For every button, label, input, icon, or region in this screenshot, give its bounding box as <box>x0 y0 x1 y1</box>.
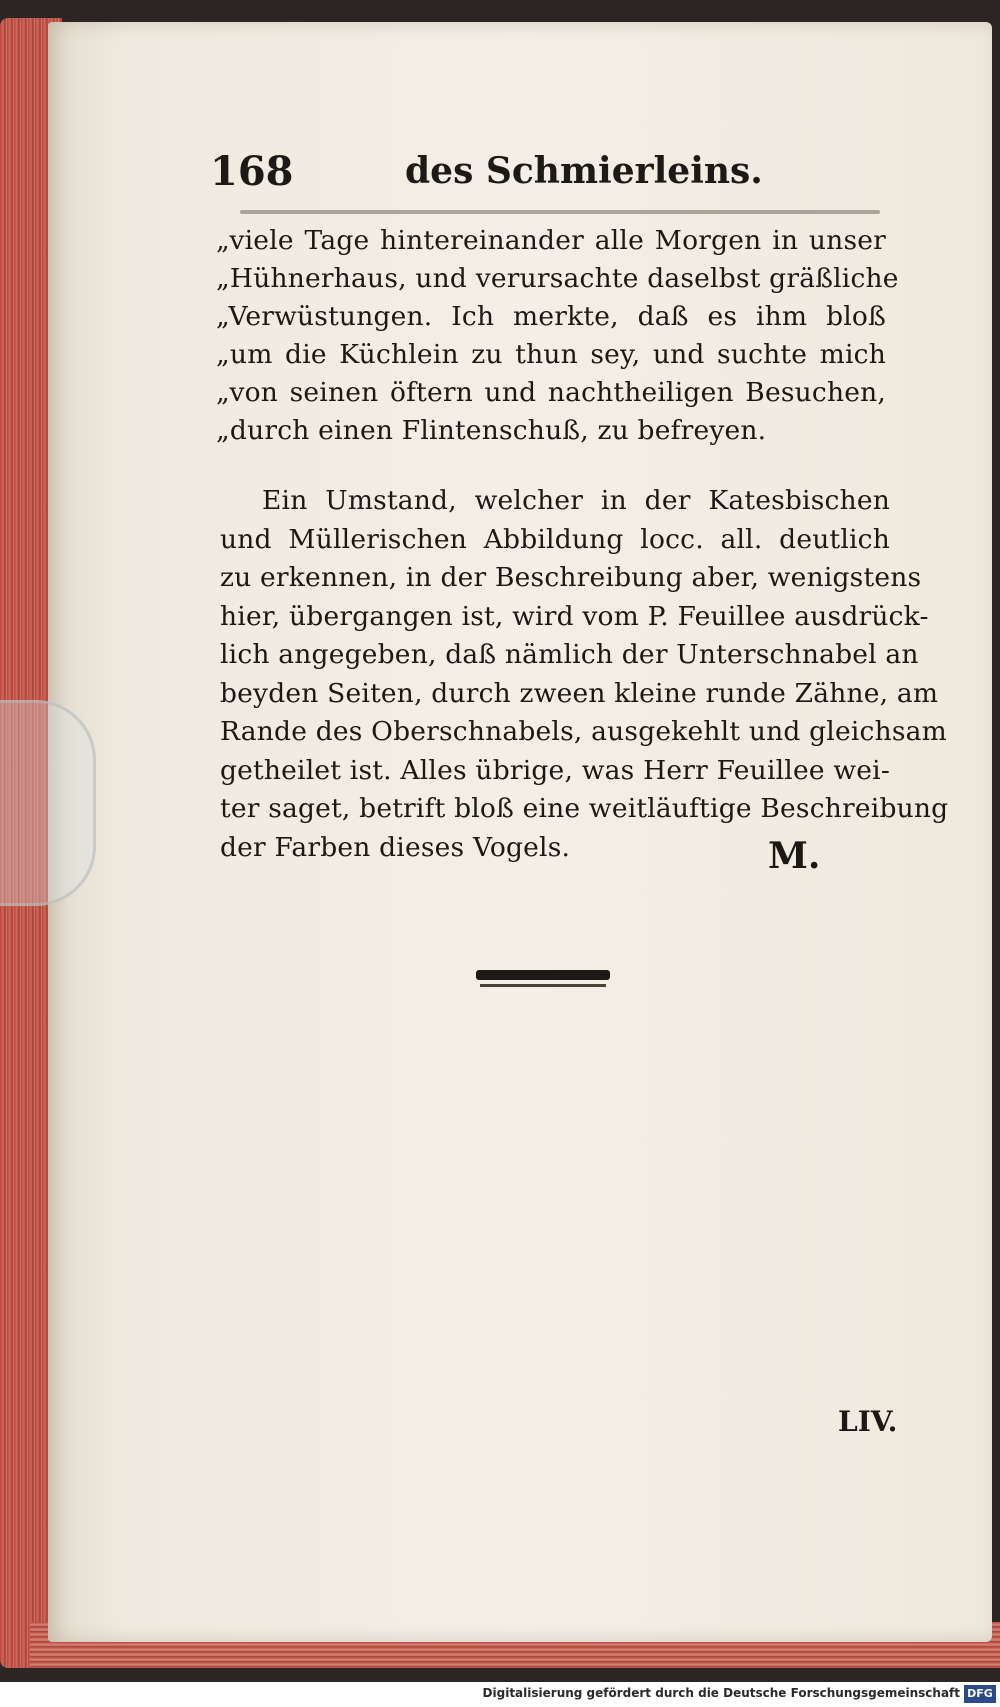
header-rule <box>240 210 880 214</box>
text-line: zu erkennen, in der Beschreibung aber, wenigstens <box>220 562 922 593</box>
text-line: der Farben dieses Vogels. <box>220 831 571 863</box>
text-line: „Verwüstungen. Ich merkte, daß es ihm bloß <box>216 301 886 332</box>
paragraph-quote <box>216 222 899 450</box>
catchword: LIV. <box>838 1405 898 1438</box>
text-line: Ein Umstand, welcher in der Katesbischen <box>262 485 890 516</box>
text-line: ter saget, betrift bloß eine weitläuftige Beschreibung <box>220 793 949 824</box>
text-line: „Hühnerhaus, und verursachte daselbst gräßliche <box>216 263 899 294</box>
text-line: hier, übergangen ist, wird vom P. Feuillee ausdrück- <box>220 600 929 632</box>
page-number: 168 <box>210 148 294 195</box>
paragraph-main <box>220 482 949 867</box>
text-line: beyden Seiten, durch zween kleine runde Zähne, am <box>220 677 939 709</box>
text-line: „von seinen öftern und nachtheiligen Besuchen, <box>216 377 886 408</box>
page-header <box>210 148 890 198</box>
plastic-page-clip <box>0 700 96 906</box>
dfg-logo-icon: DFG <box>964 1685 996 1703</box>
text-line: Rande des Oberschnabels, ausgekehlt und gleichsam <box>220 716 947 747</box>
footer-bar <box>0 1682 1000 1707</box>
tailpiece-rule <box>476 970 610 980</box>
funding-credit: Digitalisierung gefördert durch die Deutsche Forschungsgemeinschaft <box>482 1686 960 1700</box>
text-line: und Müllerischen Abbildung locc. all. deutlich <box>220 523 890 555</box>
text-line: „viele Tage hintereinander alle Morgen in unser <box>216 225 886 256</box>
text-line: lich angegeben, daß nämlich der Unterschnabel an <box>220 639 919 670</box>
text-line: getheilet ist. Alles übrige, was Herr Feuillee wei- <box>220 754 890 786</box>
text-line: „durch einen Flintenschuß, zu befreyen. <box>216 415 767 446</box>
author-signature: M. <box>768 835 821 877</box>
running-title: des Schmierleins. <box>405 150 763 192</box>
text-line: „um die Küchlein zu thun sey, und suchte mich <box>216 339 886 370</box>
